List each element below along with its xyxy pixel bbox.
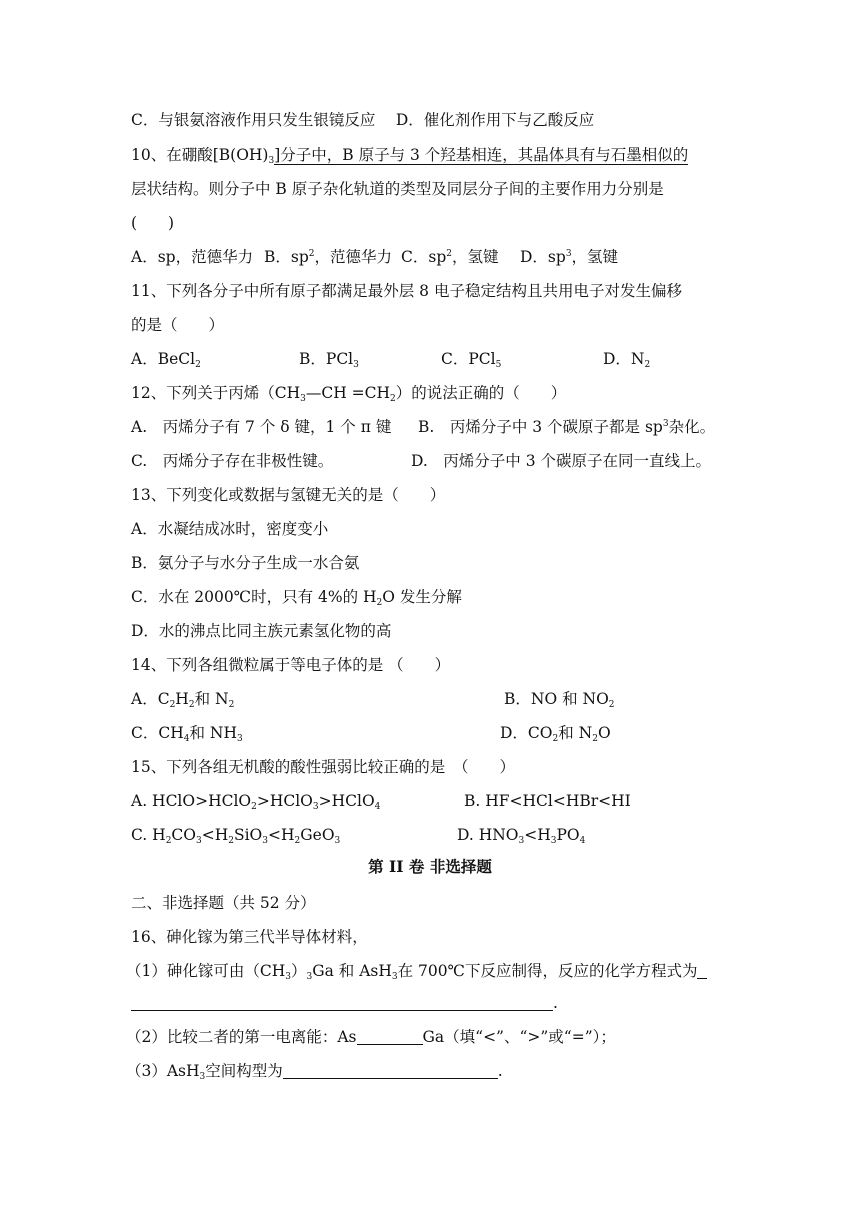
q10-stem-line2: 层状结构。则分子中 B 原子杂化轨道的类型及同层分子间的主要作用力分别是 — [131, 180, 664, 198]
q13-option-d: D．水的沸点比同主族元素氢化物的高 — [131, 622, 392, 640]
q11-stem-line2: 的是（ ） — [131, 316, 225, 334]
q14-options-cd — [131, 723, 731, 743]
q10-option-b: B．$sp^2$，范德华力 — [264, 248, 393, 266]
answer-blank[interactable] — [697, 962, 707, 979]
q11-option-c: C．PCl$_5$ — [441, 350, 502, 370]
subscript: 3 — [268, 156, 275, 166]
ionization-answer-blank[interactable] — [357, 1028, 423, 1045]
q15-options-ab — [131, 791, 731, 811]
q14-stem: 14、下列各组微粒属于等电子体的是 （ ） — [131, 656, 451, 674]
q11-option-d: D．$N_2$ — [603, 350, 651, 370]
q12-options-cd — [131, 451, 751, 471]
q10-option-a: A．sp，范德华力 — [131, 248, 254, 266]
q10-option-c: C．$sp^2$，氢键 — [401, 248, 499, 266]
q9-option-d: D．催化剂作用下与乙酸反应 — [395, 111, 595, 129]
q14-option-c: C．$CH_4$和 $NH_3$ — [131, 724, 243, 744]
q15-options-cd — [131, 825, 731, 845]
q15-stem: 15、下列各组无机酸的酸性强弱比较正确的是 （ ） — [131, 758, 515, 776]
q16-part3: （3）AsH$_3$空间构型为 . — [126, 1062, 503, 1082]
q13-stem: 13、下列变化或数据与氢键无关的是（ ） — [131, 486, 446, 504]
q11-option-a: A．BeCl$_2$ — [131, 350, 201, 370]
q15-option-b: B. HF<HCl<HBr<HI — [464, 792, 631, 810]
q13-option-c: C．水在 2000℃时，只有 4%的 $H_2O$ 发生分解 — [131, 588, 462, 608]
q13-option-b: B．氨分子与水分子生成一水合氨 — [131, 554, 360, 572]
q16-part2: （2）比较二者的第一电离能：As Ga（填“<”、“>”或“=”）； — [126, 1028, 616, 1046]
q12-option-c: C. 丙烯分子存在非极性键。 — [131, 452, 334, 470]
q14-options-ab — [131, 689, 731, 709]
q15-option-d: D. $HNO_3<H_3PO_4$ — [457, 826, 586, 846]
q12-option-b: B. 丙烯分子中 3 个碳原子都是 $sp^3$杂化。 — [418, 418, 716, 436]
q11-options — [131, 349, 731, 369]
q14-option-d: D．$CO_2$和 $N_2O$ — [500, 724, 611, 744]
q15-option-a: A. HClO>HClO$_2$>HClO$_3$>HClO$_4$ — [131, 792, 381, 812]
q12-stem: 12、下列关于丙烯$(CH_3—CH =CH_2)$的说法正确的（ ） — [131, 384, 567, 404]
q12-option-a: A. 丙烯分子有 7 个 δ 键，1 个 π 键 — [131, 418, 392, 436]
q9-options-line — [131, 110, 594, 130]
q10-options — [131, 247, 731, 267]
q14-option-a: A．$C_2H_2$和 $N_2$ — [131, 690, 235, 710]
q15-option-c: C. $H_2CO_3<H_2SiO_3<H_2GeO_3$ — [131, 826, 341, 846]
q16-part1-line1: （1）砷化镓可由$(CH_3)_3Ga$ 和 AsH$_3$在 700℃下反应制得，反应的化学方程式为 — [126, 961, 707, 981]
q10-stem-line3: ( ) — [131, 214, 175, 232]
q10-option-d: D．$sp^3$，氢键 — [520, 248, 619, 266]
q10-text: ]分子中，B 原子与 3 个羟基相连，其晶体具有与石墨相似的 — [274, 146, 689, 164]
q13-option-a: A．水凝结成冰时，密度变小 — [131, 520, 329, 538]
part2-header: 二、非选择题（共 52 分） — [131, 894, 316, 912]
q14-option-b: B．NO 和 $NO_2$ — [504, 690, 615, 710]
q10-stem-line1 — [131, 145, 688, 165]
q11-option-b: B．PCl$_3$ — [299, 350, 359, 370]
q12-options-ab — [131, 417, 751, 437]
q11-stem-line1: 11、下列各分子中所有原子都满足最外层 8 电子稳定结构且共用电子对发生偏移 — [131, 282, 682, 300]
q16-stem: 16、砷化镓为第三代半导体材料， — [131, 928, 368, 946]
geometry-answer-blank[interactable] — [283, 1062, 498, 1079]
q9-option-c: C．与银氨溶液作用只发生银镜反应 — [131, 111, 376, 129]
section-title: 第 II 卷 非选择题 — [368, 857, 492, 876]
equation-answer-blank[interactable] — [131, 994, 553, 1011]
q12-option-d: D. 丙烯分子中 3 个碳原子在同一直线上。 — [411, 452, 712, 470]
q16-part1-line2: . — [131, 993, 558, 1013]
q10-text: 10、在硼酸[B(OH) — [131, 146, 269, 164]
